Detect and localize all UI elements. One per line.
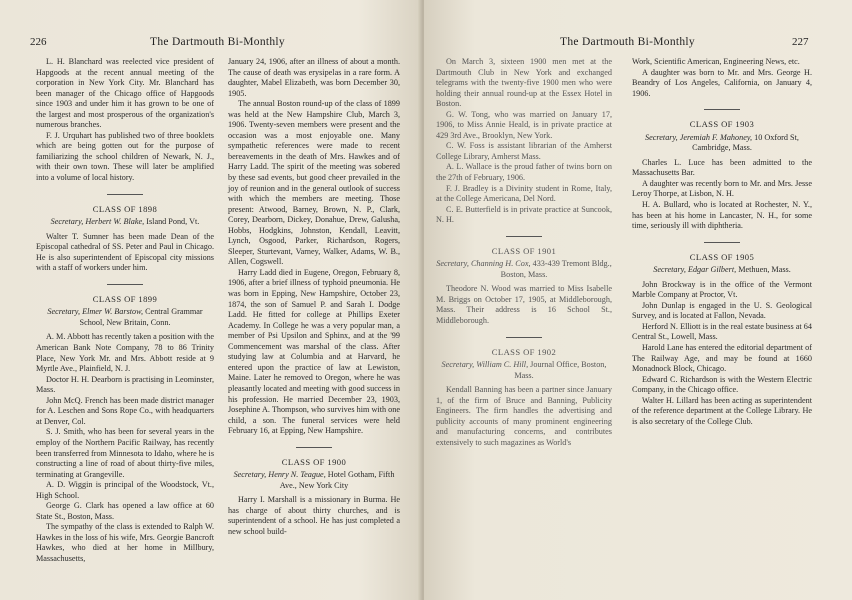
paragraph: Edward C. Richardson is with the Western Electric Company, in the Chicago office. bbox=[632, 374, 812, 395]
divider bbox=[107, 284, 143, 285]
page-number: 227 bbox=[792, 36, 809, 48]
divider bbox=[107, 194, 143, 195]
secretary-name: Elmer W. Barstow, bbox=[82, 307, 144, 317]
class-secretary bbox=[632, 265, 812, 276]
secretary-address: Hotel Gotham, Fifth Ave., New York City bbox=[279, 470, 395, 490]
secretary-name: Edgar Gilbert, bbox=[687, 265, 737, 275]
paragraph: A. L. Wallace is the proud father of twins born on the 27th of February, 1906. bbox=[436, 162, 612, 183]
secretary-address: 433-439 Tremont Bldg., Boston, Mass. bbox=[500, 259, 612, 279]
class-heading: CLASS OF 1901 bbox=[491, 245, 557, 256]
class-heading: CLASS OF 1899 bbox=[92, 293, 158, 304]
secretary-name: Herbert W. Blake, bbox=[85, 217, 145, 227]
secretary-address: Island Pond, Vt. bbox=[146, 217, 200, 227]
class-secretary bbox=[436, 360, 612, 381]
divider bbox=[704, 242, 740, 243]
paragraph: S. J. Smith, who has been for several years in the employ of the Northern Pacific Railway, has recently been transferred from Minnesota to Idaho, where he is constructing a line of road of about thirty-five miles, terminating at Grangeville. bbox=[36, 427, 215, 479]
left-column-1 bbox=[36, 57, 214, 565]
paragraph: George G. Clark has opened a law office at 60 State St., Boston, Mass. bbox=[36, 501, 214, 521]
paragraph: John Dunlap is engaged in the U. S. Geological Survey, and is located at Fallon, Nevada. bbox=[632, 300, 812, 321]
paragraph: Walter H. Lillard has been acting as superintendent of the reference department at the College Library. He is also secretary of the College Club. bbox=[632, 395, 812, 426]
divider bbox=[506, 337, 542, 338]
class-secretary bbox=[36, 307, 214, 328]
paragraph: The annual Boston round-up of the class of 1899 was held at the New Hampshire Club, March 3, 1906. Twenty-seven members were present and the occasion was a most enjoyable one. Many sympathetic references were made to recent bereavements in the death of Mrs. Hawkes and of Harry Ladd. The spirit of the meeting was sobered by these sad events, but good cheer prevailed in the joy of reunion and in the general outlook of success with which the members are meeting. Those present: Atwood, Barney, Brown, N. P., Clark, Corey, Dearborn, Dickey, Donahue, Drew, Galusha, Hobbs, Hodgkins, Johnston, Kendall, Leavitt, Lynch, Osgood, Parker, Richardson, Rogers, Sleeper, Sturtevant, Varney, Walker, Adams, W. B., Allen, Cogswell. bbox=[228, 99, 400, 267]
paragraph: Charles L. Luce has been admitted to the Massachusetts Bar. bbox=[632, 157, 812, 178]
paragraph: H. A. Bullard, who is located at Rochester, N. Y., has been at his home in Lancaster, N. H., for some time, seriously ill with diphtheria. bbox=[632, 200, 812, 231]
paragraph: Kendall Banning has been a partner since January 1, of the firm of Bruce and Banning, Publicity Engineers. The firm handles the advertising and publicity accounts of many prominent engineering and manufacturing concerns, and contributes extensively to such magazines as World's bbox=[436, 385, 612, 447]
right-column-1 bbox=[436, 57, 612, 449]
class-secretary bbox=[36, 217, 214, 228]
divider bbox=[506, 236, 542, 237]
paragraph: C. E. Butterfield is in private practice at Suncook, N. H. bbox=[436, 204, 612, 225]
paragraph: Harry Ladd died in Eugene, Oregon, February 8, 1906, after a brief illness of typhoid pneumonia. He was born in Epping, New Hampshire, October 23, 1874, the son of Samuel P. and Sarah I. Dodge Ladd. He fitted for college at Phillips Exeter Academy. In College he was a very popular man, a member of Psi Upsilon and Sphinx, and at the '99 Commencement was marshal of the class. After studying law at Columbia and at Harvard, he entered upon the practice of law at Lewiston, Maine. Later he removed to Oregon, where he was pleasantly located and meeting with good success in his profession. He married December 23, 1903, Josephine A. Thompson, who survives him with one child, a son. The funeral services were held February 16, at Epping, New Hampshire. bbox=[228, 267, 400, 436]
paragraph: On March 3, sixteen 1900 men met at the Dartmouth Club in New York and exchanged telegrams with the twenty-five 1900 men who were holding their annual round-up at the Essex Hotel in Boston. bbox=[436, 57, 612, 109]
secretary-name: Henry N. Teague, bbox=[268, 470, 326, 480]
paragraph: Harold Lane has entered the editorial department of The Railway Age, and may be found at 1660 Monadnock Block, Chicago. bbox=[632, 343, 812, 374]
paragraph: C. W. Foss is assistant librarian of the Amherst College Library, Amherst Mass. bbox=[436, 141, 612, 161]
class-heading: CLASS OF 1898 bbox=[92, 203, 158, 214]
class-secretary bbox=[436, 259, 612, 280]
paragraph: Harry I. Marshall is a missionary in Burma. He has charge of about thirty churches, and is superintendent of a school. He has just completed a new school build- bbox=[228, 495, 400, 536]
secretary-name: William C. Hill, bbox=[476, 360, 529, 370]
paragraph: Herford N. Elliott is in the real estate business at 64 Central St., Lowell, Mass. bbox=[632, 321, 812, 342]
secretary-label: Secretary, bbox=[645, 132, 678, 142]
secretary-address: Methuen, Mass. bbox=[738, 265, 791, 275]
class-heading: CLASS OF 1900 bbox=[281, 456, 347, 467]
secretary-name: Jeremiah F. Mahoney, bbox=[679, 132, 753, 142]
secretary-name: Channing H. Cox, bbox=[470, 259, 531, 269]
right-page bbox=[424, 0, 852, 600]
secretary-label: Secretary, bbox=[47, 307, 81, 317]
paragraph: A daughter was born to Mr. and Mrs. George H. Beandry of Los Angeles, California, on January 4, 1906. bbox=[632, 67, 812, 98]
left-page bbox=[0, 0, 422, 600]
secretary-address: Journal Office, Boston, Mass. bbox=[514, 360, 607, 380]
paragraph: The sympathy of the class is extended to Ralph W. Hawkes in the loss of his wife, Mrs. Georgie Bancroft Hawkes, who died at her home in Millbury, Massachusetts, bbox=[36, 522, 214, 563]
secretary-label: Secretary, bbox=[50, 217, 84, 227]
secretary-label: Secretary, bbox=[233, 470, 267, 480]
paragraph: Theodore N. Wood was married to Miss Isabelle M. Briggs on October 17, 1905, at Middleborough, Mass. Their address is 16 School St., Middleborough. bbox=[436, 284, 612, 326]
class-heading: CLASS OF 1902 bbox=[491, 346, 557, 357]
paragraph: A. D. Wiggin is principal of the Woodstock, Vt., High School. bbox=[36, 480, 214, 500]
left-column-2 bbox=[228, 57, 400, 538]
class-heading: CLASS OF 1905 bbox=[689, 251, 755, 262]
running-head: The Dartmouth Bi-Monthly bbox=[560, 36, 695, 48]
class-heading: CLASS OF 1903 bbox=[689, 119, 755, 130]
class-secretary bbox=[228, 470, 400, 491]
paragraph: Doctor H. H. Dearborn is practising in Leominster, Mass. bbox=[36, 374, 214, 395]
secretary-label: Secretary, bbox=[653, 265, 686, 275]
paragraph: F. J. Bradley is a Divinity student in Rome, Italy, at the College Americana, Del Nord. bbox=[436, 183, 612, 204]
paragraph: L. H. Blanchard was reelected vice president of Hapgoods at the recent annual meeting of the corporation in New York City. Mr. Blanchard has been manager of the Chicago office of Hapgoods since 1903 and under him it has grown to be one of the largest and most prosperous of the organization's numerous branches. bbox=[36, 57, 214, 130]
paragraph: F. J. Urquhart has published two of three booklets which are being gotten out for the purpose of familiarizing the school children of Newark, N. J., with their own town. These will later be amplified into a volume of local history. bbox=[36, 130, 214, 183]
secretary-address: Central Grammar School, New Britain, Conn. bbox=[79, 307, 203, 327]
secretary-label: Secretary, bbox=[436, 259, 469, 269]
paragraph: John Brockway is in the office of the Vermont Marble Company at Proctor, Vt. bbox=[632, 279, 812, 300]
paragraph: John McQ. French has been made district manager for A. Leschen and Sons Rope Co., with headquarters at Denver, Col. bbox=[36, 395, 214, 426]
right-column-2 bbox=[632, 57, 812, 427]
secretary-label: Secretary, bbox=[441, 360, 475, 370]
page-number: 226 bbox=[30, 36, 47, 48]
paragraph: A daughter was recently born to Mr. and Mrs. Jesse Leroy Thorpe, at Lisbon, N. H. bbox=[632, 178, 812, 199]
class-secretary bbox=[632, 133, 812, 154]
running-head: The Dartmouth Bi-Monthly bbox=[150, 36, 285, 48]
divider bbox=[296, 447, 332, 448]
paragraph: A. M. Abbott has recently taken a position with the American Bank Note Company, 78 to 86 Trinity Place, New York Mr. and Mrs. Abbott reside at 9 Myrtle Ave., Plainfield, N. J. bbox=[36, 332, 214, 374]
divider bbox=[704, 109, 740, 110]
secretary-address: 10 Oxford St, Cambridge, Mass. bbox=[692, 132, 799, 153]
paragraph: Work, Scientific American, Engineering News, etc. bbox=[632, 57, 800, 66]
paragraph: G. W. Tong, who was married on January 17, 1906, to Miss Annie Heald, is in private practice at 429 3rd Ave., Brooklyn, New York. bbox=[436, 109, 612, 140]
paragraph: January 24, 1906, after an illness of about a month. The cause of death was erysipelas in a rare form. A daughter, Mabel Elizabeth, was born December 30, 1905. bbox=[228, 57, 400, 98]
paragraph: Walter T. Sumner has been made Dean of the Episcopal cathedral of SS. Peter and Paul in Chicago. He is also superintendent of Episcopal city missions with a staff of workers under him. bbox=[36, 231, 214, 273]
